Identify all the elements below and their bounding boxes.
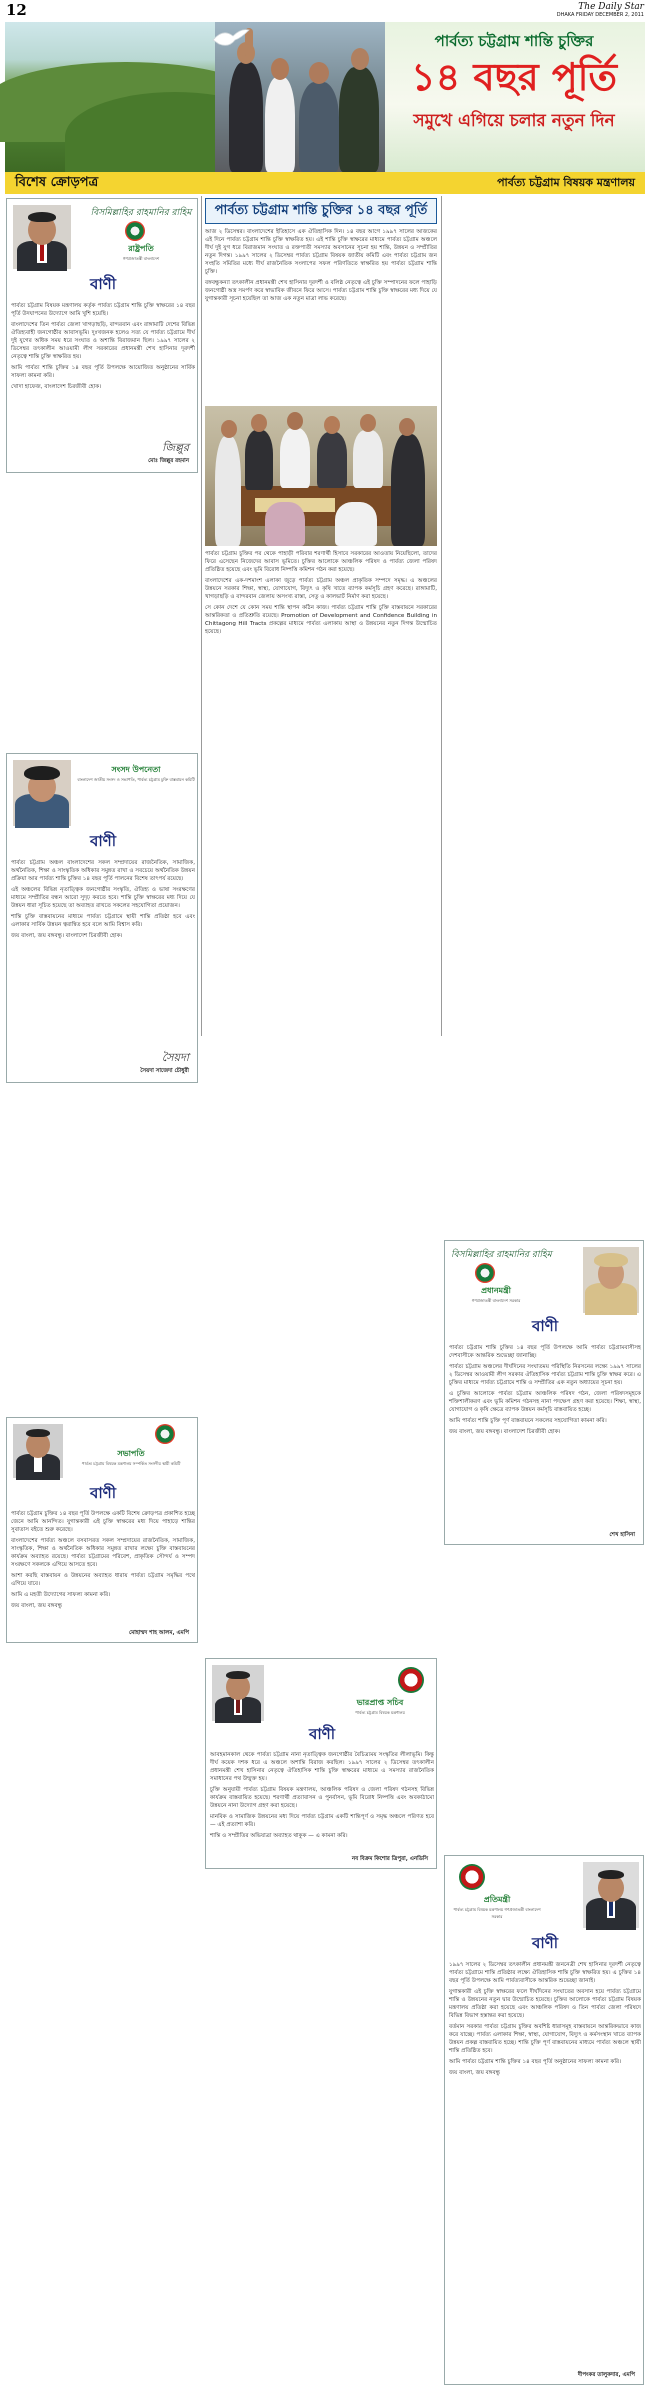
state-emblem-icon (155, 1424, 175, 1448)
state-emblem-icon (459, 1864, 485, 1894)
message-paragraph: মানবিক ও সামাজিক উন্নয়নের মধ্য দিয়ে পার্বত্য চট্টগ্রাম একটি শান্তিপূর্ণ ও সমৃদ্ধ অঞ্চলে পরিণত হবে — এই প্রত্যাশা করি। (210, 1814, 434, 1828)
chairman-role-sub: পার্বত্য চট্টগ্রাম বিষয়ক মন্ত্রণালয় সম্পর্কিত সংসদীয় স্থায়ী কমিটি (81, 1461, 181, 1466)
signature: সৈয়দা (161, 1051, 189, 1064)
signatory-name: মোহাম্মদ শাহ আলম, এমপি (128, 1630, 189, 1636)
article-paragraph: পার্বত্য চট্টগ্রাম চুক্তির পর থেকে পাহাড়ী পরিবার শরণার্থী হিসাবে সরকারের আওতায় নিয়েছিলো, তাদের ফিরে এসেছেন নিজেদের আবাস ভূমিতে। চুক্তির আলোকে আঞ্চলিক পরিষদ ও পার্বত্য জেলা পরিষদ প্রতিষ্ঠিত হয়েছে এবং ভূমি বিরোধ নিষ্পত্তি কমিশন গঠন করা হয়েছে। (205, 551, 437, 573)
message-paragraph: আমি পার্বত্য চট্টগ্রাম শান্তি চুক্তির ১৪ বছর পূর্তি অনুষ্ঠানের সাফল্য কামনা করি। (449, 2059, 622, 2065)
supplement-strip (5, 172, 645, 194)
state-minister-role-sub: পার্বত্য চট্টগ্রাম বিষয়ক মন্ত্রণালয় গণপ্রজাতন্ত্রী বাংলাদেশ সরকার (453, 1907, 541, 1919)
paper-name: The Daily Star (578, 1, 644, 12)
secretary-role: ভারপ্রাপ্ত সচিব (356, 1698, 404, 1707)
message-title: বাণী (531, 1934, 559, 1952)
chairman-message (6, 1417, 198, 1643)
message-paragraph: জয় বাংলা, জয় বঙ্গবন্ধু। বাংলাদেশ চিরজীবী হোক। (449, 1429, 561, 1435)
pm-role-sub: গণপ্রজাতন্ত্রী বাংলাদেশ সরকার (471, 1298, 521, 1303)
state-minister-role: প্রতিমন্ত্রী (483, 1895, 511, 1904)
column-rule (441, 196, 442, 1036)
page-header (0, 0, 650, 20)
message-paragraph: খোদা হাফেজ, বাংলাদেশ চিরজীবী হোক। (11, 384, 102, 390)
message-paragraph: জয় বাংলা, জয় বঙ্গবন্ধু। বাংলাদেশ চিরজীবী হোক। (11, 933, 123, 939)
signatory-name: সৈয়দা সাজেদা চৌধুরী (140, 1068, 189, 1074)
message-title: বাণী (531, 1317, 559, 1335)
message-paragraph: চুক্তি অনুযায়ী পার্বত্য চট্টগ্রাম বিষয়ক মন্ত্রণালয়, আঞ্চলিক পরিষদ ও জেলা পরিষদ গঠনসহ বিভিন্ন কার্যক্রম বাস্তবায়িত হয়েছে। শরণার্থী প্রত্যাবাসন ও পুনর্বাসন, ভূমি বিরোধ নিষ্পত্তি এবং অবকাঠামো উন্নয়নে নানা উদ্যোগ গ্রহণ করা হয়েছে। (210, 1787, 434, 1809)
banner (5, 22, 645, 172)
article-paragraph: বাংলাদেশের এক-দশমাংশ এলাকা জুড়ে পার্বত্য চট্টগ্রাম অঞ্চল প্রাকৃতিক সম্পদে সমৃদ্ধ। এ অঞ্চলের উন্নয়নে সরকার শিক্ষা, স্বাস্থ্য, যোগাযোগ, বিদ্যুৎ ও কৃষি খাতে ব্যাপক কর্মসূচি গ্রহণ করেছে। রাঙ্গামাটি, খাগড়াছড়ি ও বান্দরবান জেলায় অসংখ্য রাস্তা, সেতু ও কালভার্ট নির্মাণ করা হয়েছে। (205, 578, 437, 600)
message-title: বাণী (308, 1725, 336, 1743)
message-paragraph: পার্বত্য চট্টগ্রাম অঞ্চলের দীর্ঘদিনের সংঘাতময় পরিস্থিতি নিরসনের লক্ষ্যে ১৯৯৭ সালের ২ ডিসেম্বর আওয়ামী লীগ সরকার ঐতিহাসিক পার্বত্য চট্টগ্রাম শান্তি চুক্তি স্বাক্ষর করে। এ চুক্তির মাধ্যমে পার্বত্য চট্টগ্রামে শান্তি ও সম্প্রীতির এক নতুন অধ্যায়ের সূচনা হয়। (449, 1364, 641, 1386)
deputy-leader-role: সংসদ উপনেতা (111, 765, 161, 774)
message-paragraph: ১৯৯৭ সালের ২ ডিসেম্বর তৎকালীন প্রধানমন্ত্রী জননেত্রী শেখ হাসিনার দূরদর্শী নেতৃত্বে পার্বত্য চট্টগ্রামে শান্তি প্রতিষ্ঠার লক্ষ্যে ঐতিহাসিক শান্তি চুক্তি স্বাক্ষরিত হয়। এ চুক্তির ১৪ বছর পূর্তি উপলক্ষে আমি পার্বত্যবাসীকে আন্তরিক শুভেচ্ছা জানাই। (449, 1962, 641, 1984)
state-minister-message (444, 1855, 644, 2385)
banner-line-2: ১৪ বছর পূর্তি (410, 54, 618, 99)
chairman-role: সভাপতি (117, 1449, 145, 1458)
message-paragraph: শান্তি ও সম্প্রীতির অভিযাত্রা অব্যাহত থাকুক — এ কামনা করি। (210, 1833, 348, 1839)
message-paragraph: পার্বত্য চট্টগ্রাম চুক্তির ১৪ বছর পূর্তি উপলক্ষে একটি বিশেষ ক্রোড়পত্র প্রকাশিত হচ্ছে জেনে আমি আনন্দিত। যুগান্তকারী এই চুক্তি স্বাক্ষরের মধ্য দিয়ে পাহাড়ে শান্তির সুবাতাস বইতে শুরু করেছে। (11, 1511, 195, 1533)
page-number: 12 (6, 1, 27, 19)
secretary-role-sub: পার্বত্য চট্টগ্রাম বিষয়ক মন্ত্রণালয় (355, 1710, 405, 1715)
state-emblem-icon (398, 1667, 424, 1697)
state-emblem-icon (475, 1263, 495, 1287)
signing-ceremony-photo (205, 406, 437, 546)
message-paragraph: বাংলাদেশের তিন পার্বত্য জেলা খাগড়াছড়ি, বান্দরবান এবং রাঙ্গামাটি দেশের বিভিন্ন ঐতিহ্যবাহী জনগোষ্ঠীর আবাসভূমি। দুঃখজনক হলেও সত্য যে পার্বত্য চট্টগ্রামে দীর্ঘ দুই যুগের অধিক সময় ধরে সংঘাত ও অশান্তি বিরাজমান ছিল। ১৯৯৭ সালের ২ ডিসেম্বর তৎকালীন আওয়ামী লীগ সরকারের প্রধানমন্ত্রী শেখ হাসিনার দূরদর্শী নেতৃত্বে শান্তি চুক্তি স্বাক্ষরিত হয়। (11, 322, 195, 360)
column-rule (201, 196, 202, 1036)
president-message (6, 198, 198, 473)
signature: জিল্লুর (162, 441, 189, 454)
article-paragraph: আজ ২ ডিসেম্বর। বাংলাদেশের ইতিহাসে এক ঐতিহাসিক দিন। ১৪ বছর আগে ১৯৯৭ সালের আজকের এই দিনে পার্বত্য চট্টগ্রাম শান্তি চুক্তি স্বাক্ষরিত হয়। এই শান্তি চুক্তি স্বাক্ষরের মাধ্যমে পার্বত্য চট্টগ্রাম অঞ্চলে দীর্ঘ দুই যুগ ধরে বিরাজমান সংঘাত ও রক্তপাতী সমস্যার অবসানের সূচনা হয় শান্তি, উন্নয়ন ও সম্প্রীতির নতুন দিগন্ত। ১৯৯৭ সালের ২ ডিসেম্বর পার্বত্য চট্টগ্রাম বিষয়ক জাতীয় কমিটি এবং পার্বত্য চট্টগ্রাম জন সংহতি সমিতির মধ্যে দীর্ঘ রাজনৈতিক সংলাপের সফল পরিণতিতে স্বাক্ষরিত হয় পার্বত্য চট্টগ্রাম শান্তি চুক্তি। (205, 229, 437, 275)
president-role-sub: গণপ্রজাতন্ত্রী বাংলাদেশ (122, 256, 160, 261)
center-article-bottom (205, 550, 437, 825)
message-paragraph: এই অঞ্চলের বিভিন্ন নৃতাত্ত্বিক জনগোষ্ঠীর সংস্কৃতি, ঐতিহ্য ও ভাষা সংরক্ষণের মাধ্যমে সম্প্রীতির বন্ধন আরো সুদৃঢ় করতে হবে। শান্তি চুক্তি স্বাক্ষরের মধ্য দিয়ে যে উন্নয়ন ধারা সূচিত হয়েছে তা অব্যাহত রাখতে সকলের সহযোগিতা প্রয়োজন। (11, 887, 195, 909)
message-paragraph: আমি পার্বত্য শান্তি চুক্তি পূর্ণ বাস্তবায়নে সকলের সহযোগিতা কামনা করি। (449, 1418, 607, 1424)
prime-minister-message (444, 1240, 644, 1545)
message-paragraph: বর্তমান সরকার পার্বত্য চট্টগ্রাম চুক্তির অবশিষ্ট ধারাসমূহ বাস্তবায়নে আন্তরিকভাবে কাজ করে যাচ্ছে। পার্বত্য এলাকার শিক্ষা, স্বাস্থ্য, যোগাযোগ, বিদ্যুৎ ও কর্মসংস্থান খাতে ব্যাপক উন্নয়ন প্রকল্প বাস্তবায়িত হচ্ছে। শান্তি চুক্তি পূর্ণ বাস্তবায়নের মাধ্যমে পার্বত্য অঞ্চলে স্থায়ী শান্তি প্রতিষ্ঠিত হবে। (449, 2024, 641, 2054)
signatory-name: দীপংকর তালুকদার, এমপি (577, 2372, 635, 2378)
signatory-name: মোঃ জিল্লুর রহমান (148, 458, 189, 464)
message-paragraph: জয় বাংলা, জয় বঙ্গবন্ধু (449, 2070, 501, 2076)
message-paragraph: বাংলাদেশের পার্বত্য অঞ্চলে বসবাসরত সকল সম্প্রদায়ের রাজনৈতিক, সামাজিক, সাংস্কৃতিক, শিক্ষা ও অর্থনৈতিক অধিকার সমুন্নত রাখার লক্ষ্যে চুক্তি বাস্তবায়নের কার্যক্রম অব্যাহত রয়েছে। পার্বত্য চট্টগ্রামের পরিবেশ, প্রাকৃতিক সৌন্দর্য ও সম্পদ সংরক্ষণে সকলকে এগিয়ে আসতে হবে। (11, 1538, 195, 1568)
message-paragraph: আমি পার্বত্য শান্তি চুক্তির ১৪ বছর পূর্তি উপলক্ষে আয়োজিত অনুষ্ঠানের সার্বিক সাফল্য কামনা করি। (11, 365, 195, 379)
paper-dateline: DHAKA FRIDAY DECEMBER 2, 2011 (556, 11, 644, 18)
message-title: বাণী (89, 1484, 117, 1502)
banner-line-3: সমুখে এগিয়ে চলার নতুন দিন (413, 111, 615, 131)
pm-photo (583, 1247, 639, 1313)
message-paragraph: পার্বত্য চট্টগ্রাম শান্তি চুক্তির ১৪ বছর পূর্তি উপলক্ষে আমি পার্বত্য চট্টগ্রামবাসীসহ দেশবাসীকে আন্তরিক শুভেচ্ছা জানাচ্ছি। (449, 1345, 641, 1359)
bismillah-text: বিসমিল্লাহির রাহমানির রাহিম (451, 1250, 552, 1260)
message-paragraph: আশা করছি বাস্তবায়ন ও উন্নয়নের অব্যাহত ধারায় পার্বত্য চট্টগ্রাম সমৃদ্ধির পথে এগিয়ে যাবে। (11, 1573, 195, 1587)
president-photo (13, 205, 71, 269)
message-paragraph: আবহমানকাল থেকে পার্বত্য চট্টগ্রাম নানা নৃতাত্ত্বিক জনগোষ্ঠীর বৈচিত্র্যময় সংস্কৃতির লীলাভূমি। কিন্তু দীর্ঘ কয়েক দশক ধরে এ অঞ্চলে অশান্তি বিরাজ করছিল। ১৯৯৭ সালের ২ ডিসেম্বর তৎকালীন প্রধানমন্ত্রী শেখ হাসিনার নেতৃত্বে ঐতিহাসিক শান্তি চুক্তি স্বাক্ষরের মাধ্যমে এ সমস্যার রাজনৈতিক সমাধানের পথ উন্মুক্ত হয়। (210, 1752, 434, 1782)
chairman-photo (13, 1424, 63, 1478)
state-minister-photo (583, 1862, 639, 1928)
supplement-label: বিশেষ ক্রোড়পত্র (15, 174, 99, 190)
deputy-leader-photo (13, 760, 71, 826)
ministry-label: পার্বত্য চট্টগ্রাম বিষয়ক মন্ত্রণালয় (497, 175, 635, 189)
secretary-message (205, 1658, 437, 1869)
center-article-heading: পার্বত্য চট্টগ্রাম শান্তি চুক্তির ১৪ বছর পূর্তি (205, 198, 437, 224)
banner-line-1: পার্বত্য চট্টগ্রাম শান্তি চুক্তির (434, 32, 594, 50)
president-role: রাষ্ট্রপতি (128, 244, 154, 253)
message-title: বাণী (89, 832, 117, 850)
deputy-leader-role-sub: বাংলাদেশ জাতীয় সংসদ ও সভাপতি, পার্বত্য চট্টগ্রাম চুক্তি বাস্তবায়ন কমিটি (77, 777, 195, 782)
hills-photo (5, 22, 235, 172)
message-paragraph: পার্বত্য চট্টগ্রাম অঞ্চল বাংলাদেশের সকল সম্প্রদায়ের রাজনৈতিক, সামাজিক, অর্থনৈতিক, শিক্ষা ও সাংস্কৃতিক অধিকার সমুন্নত রাখা ও সবচেয়ে অর্থনৈতিক উন্নয়ন প্রক্রিয়া আর পার্বত্য শান্তি চুক্তির ১৪ বছর পূর্তি পালনের বিশেষ তাৎপর্য রয়েছে। (11, 860, 195, 882)
article-paragraph: বঙ্গবন্ধুকন্যা তৎকালীন প্রধানমন্ত্রী শেখ হাসিনার দূরদর্শী ও বলিষ্ঠ নেতৃত্বে এই চুক্তি সম্পাদনের ফলে পাহাড়ি জনগোষ্ঠী অস্ত্র সমর্পণ করে স্বাভাবিক জীবনে ফিরে আসে। পার্বত্য চট্টগ্রাম শান্তি চুক্তি স্বাক্ষরের মধ্য দিয়ে যে যুগান্তকারী সূচনা হয়েছিল তা আজ এক নতুন মাত্রা লাভ করেছে। (205, 280, 437, 302)
dove-icon (211, 26, 251, 50)
message-paragraph: শান্তি চুক্তি বাস্তবায়নের মাধ্যমে পার্বত্য চট্টগ্রামে স্থায়ী শান্তি প্রতিষ্ঠা হবে এবং এলাকার সার্বিক উন্নয়ন ত্বরান্বিত হবে বলে আমি বিশ্বাস করি। (11, 914, 195, 928)
message-paragraph: পার্বত্য চট্টগ্রাম বিষয়ক মন্ত্রণালয় কর্তৃক পার্বত্য চট্টগ্রাম শান্তি চুক্তি স্বাক্ষরের ১৪ বছর পূর্তি উদযাপনের উদ্যোগে আমি খুশি হয়েছি। (11, 303, 195, 317)
signatory-name: শেখ হাসিনা (609, 1532, 635, 1538)
message-paragraph: এ চুক্তির আলোকে পার্বত্য চট্টগ্রাম আঞ্চলিক পরিষদ গঠন, জেলা পরিষদসমূহকে শক্তিশালীকরণ এবং ভূমি কমিশন গঠনসহ নানা পদক্ষেপ গ্রহণ করা হয়েছে। শিক্ষা, স্বাস্থ্য, যোগাযোগ ও কৃষি ক্ষেত্রে ব্যাপক উন্নয়ন কর্মসূচি বাস্তবায়িত হচ্ছে। (449, 1391, 641, 1413)
pm-role: প্রধানমন্ত্রী (481, 1286, 511, 1295)
message-title: বাণী (89, 275, 117, 293)
signatory-name: নব বিক্রম কিশোর ত্রিপুরা, এনডিসি (351, 1856, 428, 1862)
state-emblem-icon (125, 221, 145, 245)
secretary-photo (212, 1665, 264, 1721)
message-paragraph: যুগান্তকারী এই চুক্তি স্বাক্ষরের ফলে দীর্ঘদিনের সংঘাতের অবসান হয়ে পার্বত্য চট্টগ্রামে শান্তি ও উন্নয়নের নতুন দ্বার উন্মোচিত হয়েছে। চুক্তির আলোকে পার্বত্য চট্টগ্রাম বিষয়ক মন্ত্রণালয় প্রতিষ্ঠা করা হয়েছে এবং আঞ্চলিক পরিষদ ও তিন পার্বত্য জেলা পরিষদে বিভিন্ন বিভাগ হস্তান্তর করা হয়েছে। (449, 1989, 641, 2019)
article-paragraph: সে কোন দেশে যে কোন সময় শান্তি স্থাপন কঠিন কাজ। পার্বত্য চট্টগ্রাম শান্তি চুক্তি বাস্তবায়নে সরকারের আন্তরিকতা ও প্রতিশ্রুতি রয়েছে। Promotion of Development and Confidence Building in Chittagong Hill Tracts প্রকল্পের মাধ্যমে পার্বত্য এলাকায় আস্থা ও উন্নয়নের নতুন দিগন্ত উন্মোচিত হয়েছে। (205, 605, 437, 635)
message-paragraph: জয় বাংলা, জয় বঙ্গবন্ধু (11, 1603, 63, 1609)
center-article-top (205, 228, 437, 404)
message-paragraph: আমি এ মহতী উদ্যোগের সাফল্য কামনা করি। (11, 1592, 111, 1598)
deputy-leader-message (6, 753, 198, 1083)
bismillah-text: বিসমিল্লাহির রাহমানির রাহিম (90, 208, 192, 218)
